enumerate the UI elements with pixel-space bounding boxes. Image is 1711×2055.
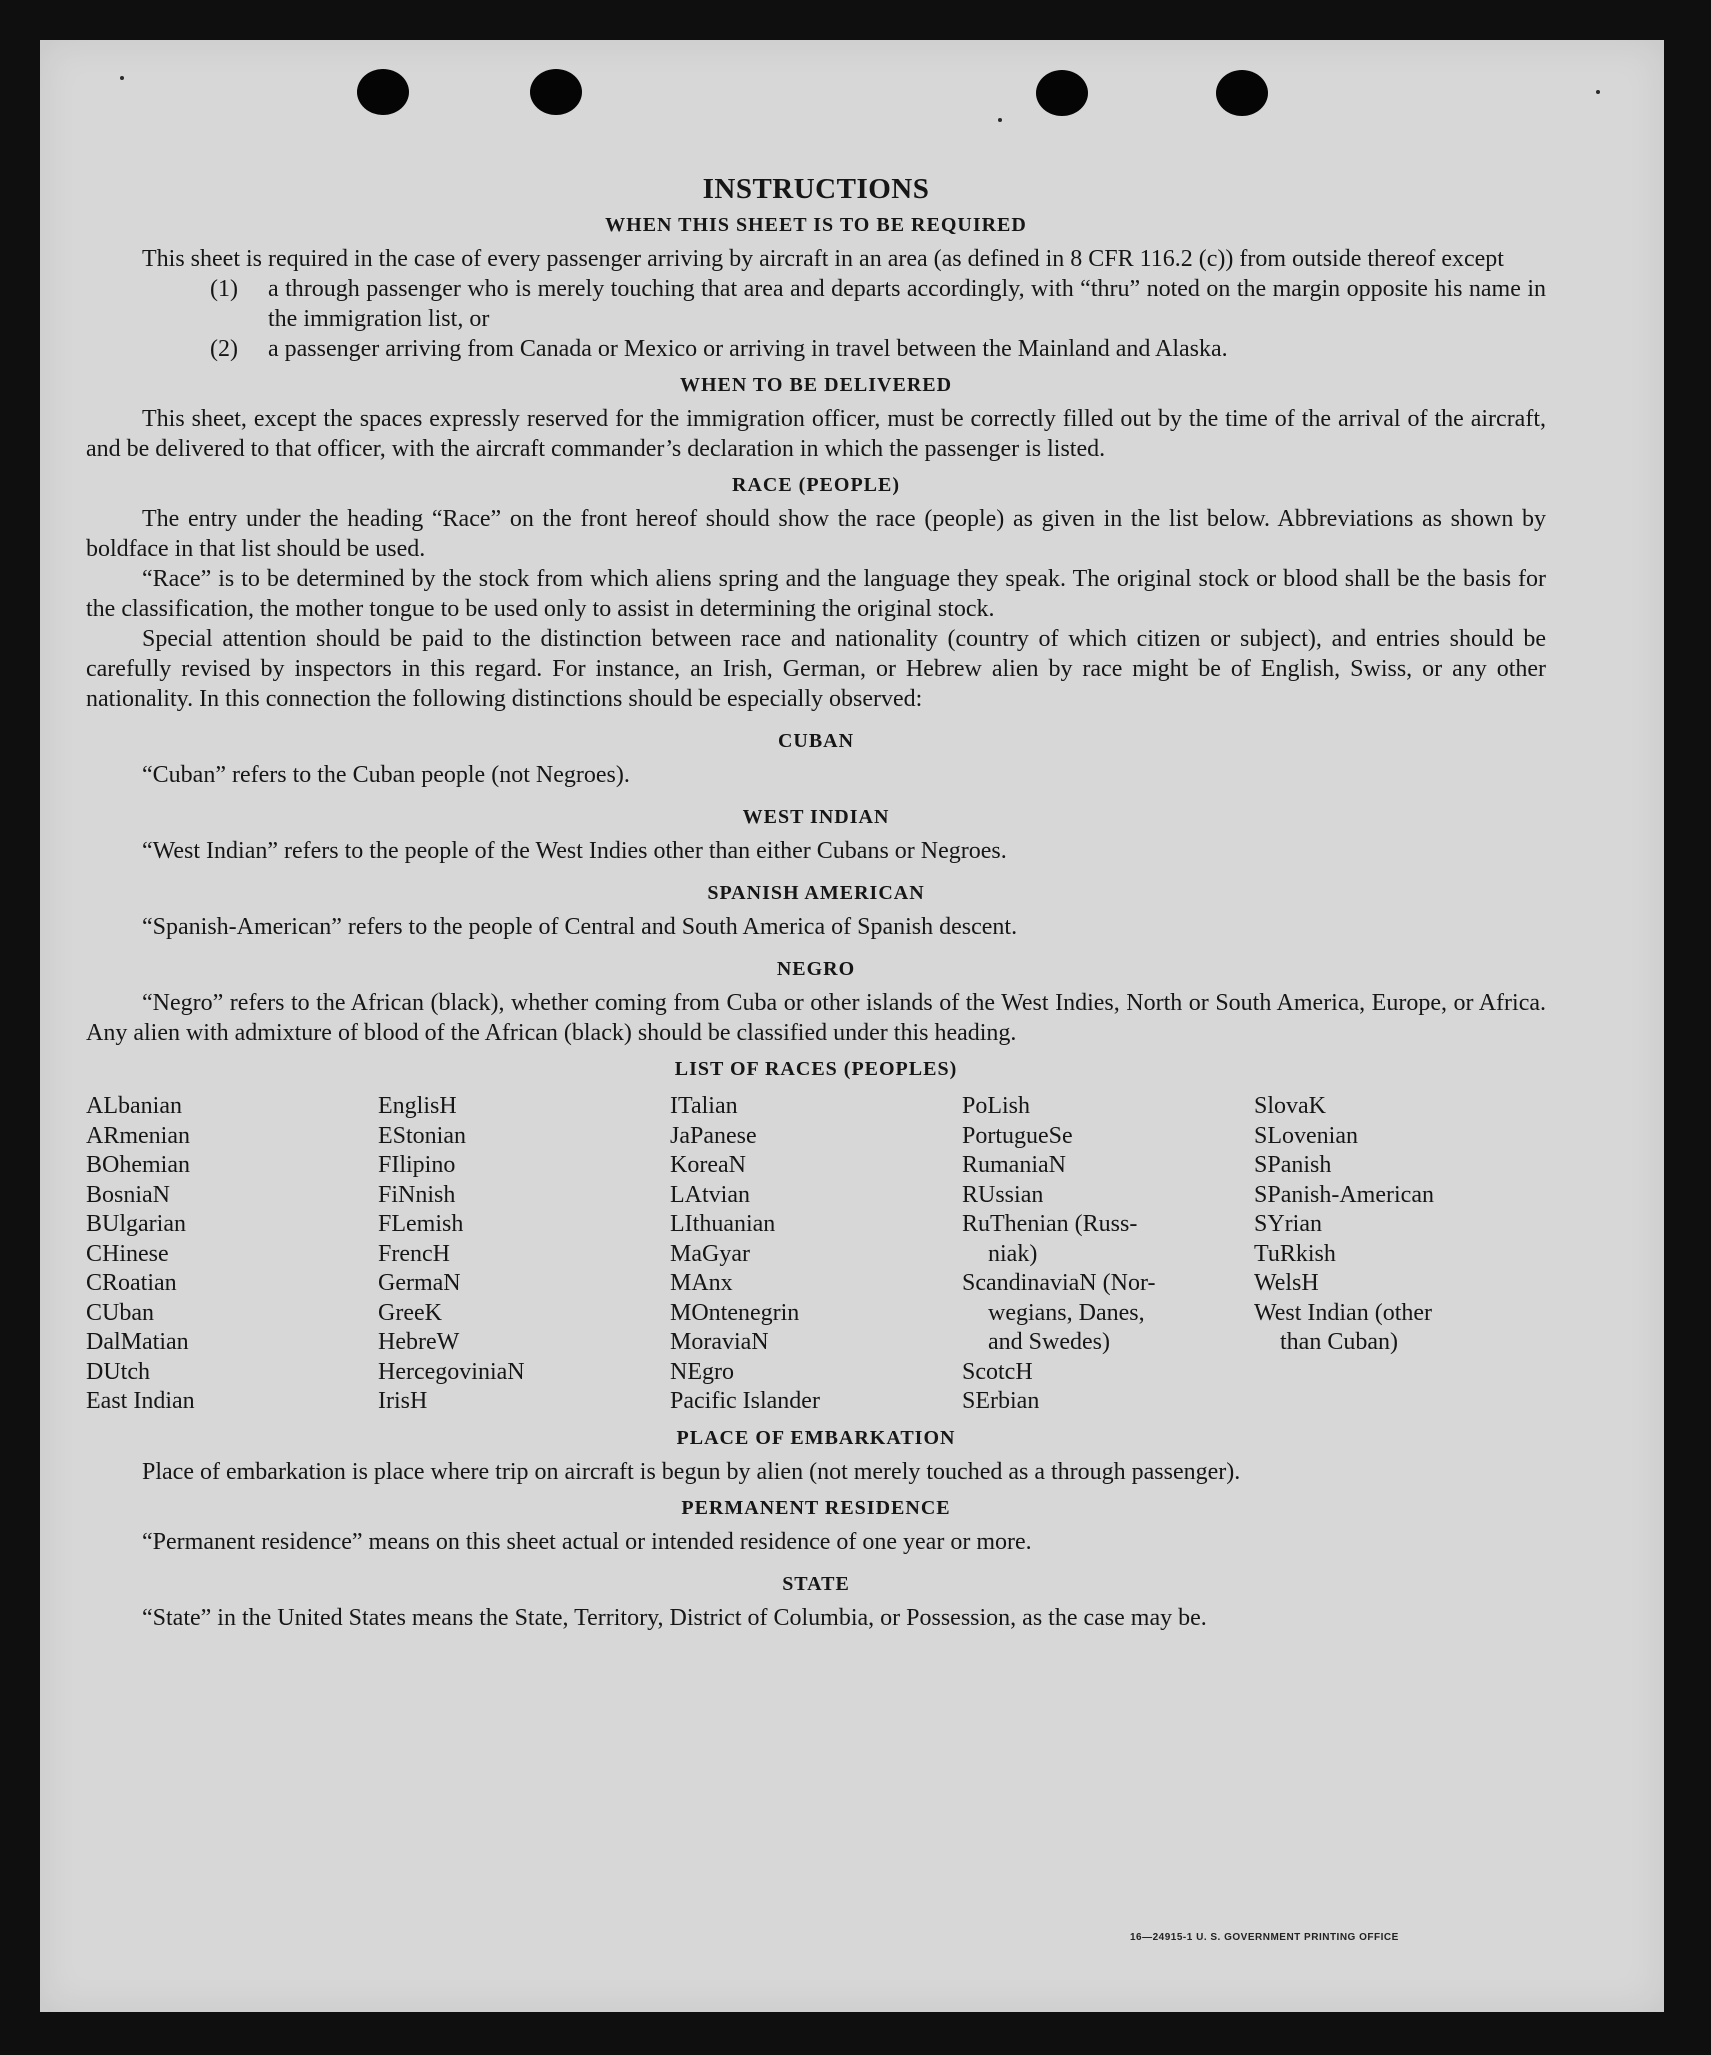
section-heading: NEGRO [776, 958, 856, 980]
race-entry: KoreaN [670, 1152, 746, 1178]
paragraph: “Cuban” refers to the Cuban people (not Negroes). [142, 762, 630, 788]
race-entry: HebreW [378, 1329, 460, 1355]
race-entry: ALbanian [86, 1093, 182, 1119]
race-entry: NEgro [670, 1358, 734, 1385]
section-heading: RACE (PEOPLE) [732, 474, 900, 496]
race-entry-text: ScandinaviaN (Nor- [962, 1270, 1156, 1296]
item-number: (1) [210, 276, 238, 302]
paper-speck [120, 76, 124, 80]
item-text: a passenger arriving from Canada or Mexico or arriving in travel between the Mainland and Alaska. [268, 336, 1228, 362]
race-entry: LIthuanian [670, 1211, 776, 1237]
section-heading: WHEN THIS SHEET IS TO BE REQUIRED [605, 214, 1027, 236]
paragraph: Place of embarkation is place where trip on aircraft is begun by alien (not merely touched as a through passenger). [142, 1458, 1241, 1485]
race-column [670, 1092, 962, 1417]
race-entry: SPanish-American [1254, 1181, 1434, 1208]
race-entry [1254, 1299, 1546, 1358]
race-list [86, 1092, 1546, 1417]
race-entry: JaPanese [670, 1122, 757, 1149]
race-entry: MaGyar [670, 1240, 750, 1267]
race-entry: SYrian [1254, 1211, 1322, 1237]
race-entry: MoraviaN [670, 1329, 769, 1355]
race-entry-text: RuThenian (Russ- [962, 1211, 1138, 1237]
paragraph: This sheet is required in the case of every passenger arriving by aircraft in an area (as defined in 8 CFR 116.2 (c)) from outside thereof except [142, 246, 1504, 272]
race-entry: BosniaN [86, 1181, 170, 1208]
paragraph: Special attention should be paid to the distinction between race and nationality (country of which citizen or subject), and entries should be carefully revised by inspectors in this regard. For instance, an Irish, German, or Hebrew alien by race might be of English, Swiss, or any other nationality. In this connection the following distinctions should be especially observed: [86, 626, 1546, 712]
section-heading: STATE [782, 1572, 850, 1595]
race-entry: EStonian [378, 1122, 466, 1149]
race-entry-text: West Indian (other [1254, 1299, 1433, 1326]
print-code: 16—24915-1 U. S. GOVERNMENT PRINTING OFFICE [1130, 1932, 1399, 1943]
document-body [86, 174, 1546, 1633]
section-heading: WEST INDIAN [742, 806, 890, 828]
race-entry: TuRkish [1254, 1240, 1336, 1267]
paper-speck [1596, 90, 1600, 94]
race-entry: BOhemian [86, 1152, 190, 1178]
race-entry: SlovaK [1254, 1093, 1326, 1119]
punch-hole [530, 69, 582, 115]
race-entry: LAtvian [670, 1181, 750, 1208]
race-entry [962, 1269, 1254, 1358]
race-entry: ARmenian [86, 1122, 190, 1149]
section-heading: CUBAN [777, 730, 855, 752]
document-sheet [40, 40, 1664, 2012]
race-entry: RumaniaN [962, 1152, 1066, 1178]
race-entry: BUlgarian [86, 1211, 186, 1237]
race-entry: FIlipino [378, 1152, 456, 1178]
race-entry: FLemish [378, 1211, 464, 1237]
race-column [86, 1092, 378, 1417]
paper-speck [998, 118, 1002, 122]
page-title: INSTRUCTIONS [702, 173, 930, 205]
paragraph: “Spanish-American” refers to the people of Central and South America of Spanish descent. [142, 914, 1018, 940]
punch-hole [1036, 70, 1088, 116]
race-entry: PoLish [962, 1093, 1031, 1119]
section-heading: PLACE OF EMBARKATION [676, 1426, 956, 1449]
item-text: a through passenger who is merely touching that area and departs accordingly, with “thru” noted on the margin opposite his name in the immigration list, or [268, 276, 1546, 332]
section-heading: LIST OF RACES (PEOPLES) [674, 1058, 958, 1080]
race-column [378, 1092, 670, 1417]
race-column [1254, 1092, 1546, 1417]
race-entry: Pacific Islander [670, 1388, 820, 1414]
race-entry: DUtch [86, 1358, 150, 1385]
race-entry: DalMatian [86, 1329, 189, 1355]
race-entry: SPanish [1254, 1152, 1332, 1178]
race-entry: GermaN [378, 1270, 461, 1296]
race-entry: SErbian [962, 1388, 1040, 1414]
race-entry: CUban [86, 1299, 154, 1326]
list-item [86, 334, 1546, 364]
paragraph: “Negro” refers to the African (black), whether coming from Cuba or other islands of the West Indies, North or South America, Europe, or Africa. Any alien with admixture of blood of the African (black) should be classified under this heading. [86, 990, 1546, 1046]
section-heading: SPANISH AMERICAN [707, 882, 925, 904]
race-entry: PortugueSe [962, 1122, 1073, 1149]
race-entry: HercegoviniaN [378, 1358, 525, 1385]
paragraph: “Race” is to be determined by the stock from which aliens spring and the language they speak. The original stock or blood shall be the basis for the classification, the mother tongue to be used only to assist in determining the original stock. [86, 566, 1546, 622]
race-entry: FrencH [378, 1240, 450, 1267]
race-entry: CHinese [86, 1240, 169, 1267]
race-entry-continuation: and Swedes) [988, 1329, 1110, 1355]
paragraph: “State” in the United States means the State, Territory, District of Columbia, or Possession, as the case may be. [142, 1604, 1207, 1631]
race-entry-continuation: niak) [988, 1240, 1038, 1267]
race-entry: SLovenian [1254, 1122, 1358, 1149]
race-entry: CRoatian [86, 1270, 177, 1296]
punch-hole [1216, 70, 1268, 116]
section-heading: WHEN TO BE DELIVERED [679, 374, 953, 396]
paragraph: “West Indian” refers to the people of the West Indies other than either Cubans or Negroes. [142, 838, 1007, 864]
race-column [962, 1092, 1254, 1417]
race-entry: GreeK [378, 1299, 442, 1326]
list-item [86, 274, 1546, 334]
race-entry-continuation: wegians, Danes, [988, 1299, 1145, 1326]
race-entry: FiNnish [378, 1181, 456, 1208]
race-entry: IrisH [378, 1388, 428, 1414]
race-entry: MAnx [670, 1270, 733, 1296]
punch-hole [357, 69, 409, 115]
race-entry [962, 1210, 1254, 1269]
paragraph: This sheet, except the spaces expressly reserved for the immigration officer, must be correctly filled out by the time of the arrival of the aircraft, and be delivered to that officer, with the aircraft commander’s declaration in which the passenger is listed. [86, 406, 1546, 462]
race-entry: ITalian [670, 1093, 738, 1119]
race-entry: ScotcH [962, 1358, 1033, 1385]
race-entry: EnglisH [378, 1093, 457, 1119]
race-entry: MOntenegrin [670, 1299, 800, 1326]
paragraph: “Permanent residence” means on this sheet actual or intended residence of one year or more. [142, 1528, 1032, 1555]
race-entry-continuation: than Cuban) [1280, 1329, 1398, 1355]
item-number: (2) [210, 336, 238, 362]
race-entry: WelsH [1254, 1270, 1319, 1296]
section-heading: PERMANENT RESIDENCE [681, 1496, 951, 1519]
race-entry: RUssian [962, 1181, 1044, 1208]
race-entry: East Indian [86, 1388, 195, 1414]
paragraph: The entry under the heading “Race” on the front hereof should show the race (people) as given in the list below. Abbreviations as shown by boldface in that list should be used. [86, 506, 1546, 562]
